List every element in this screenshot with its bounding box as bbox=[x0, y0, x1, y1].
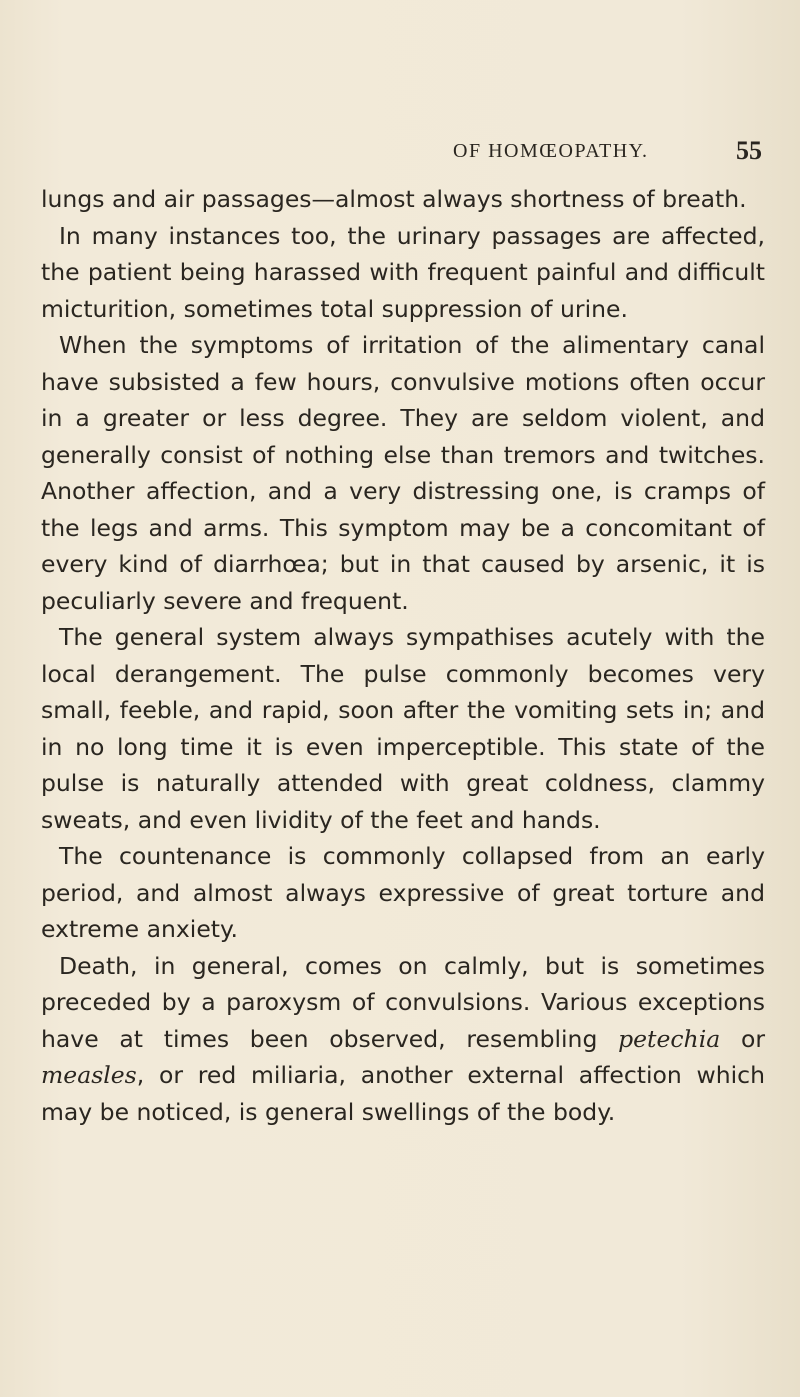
paragraph-1: lungs and air passages—almost always shortness of breath. bbox=[41, 185, 747, 213]
paragraph-5: The countenance is commonly collapsed from an early period, and almost always expressive of great torture and extreme anxiety. bbox=[41, 842, 765, 943]
paragraph-6-part-1: Death, in general, comes on calmly, but is sometimes preceded by a paroxysm of convulsions. Various exceptions have at times been observed, resembling bbox=[41, 951, 765, 1053]
paragraph-6-part-2: or bbox=[720, 1024, 765, 1053]
paragraph-3: When the symptoms of irritation of the alimentary canal have subsisted a few hours, convulsive motions often occur in a greater or less degree. They are seldom violent, and generally consist of nothing else than tremors and twitches. Another affection, and a very distressing one, is cramps of the legs and arms. This symptom may be a concomitant of every kind of diarrhœa; but in that caused by arsenic, it is peculiarly severe and frequent. bbox=[41, 331, 765, 615]
running-head: OF HOMŒOPATHY. bbox=[453, 140, 649, 162]
body-text bbox=[41, 181, 765, 1130]
italic-term-petechia: petechia bbox=[618, 1024, 721, 1053]
page-header bbox=[0, 136, 800, 172]
paragraph-6-part-3: , or red miliaria, another external affection which may be noticed, is general swellings of the body. bbox=[41, 1061, 765, 1126]
paragraph-6 bbox=[41, 948, 765, 1131]
paragraph-2: In many instances too, the urinary passages are affected, the patient being harassed with frequent painful and difficult micturition, sometimes total suppression of urine. bbox=[41, 221, 765, 323]
page-number: 55 bbox=[736, 136, 762, 165]
paragraph-4: The general system always sympathises acutely with the local derangement. The pulse commonly becomes very small, feeble, and rapid, soon after the vomiting sets in; and in no long time it is even imperceptible. This state of the pulse is naturally attended with great coldness, clammy sweats, and even lividity of the feet and hands. bbox=[41, 623, 765, 834]
italic-term-measles: measles bbox=[41, 1061, 137, 1089]
